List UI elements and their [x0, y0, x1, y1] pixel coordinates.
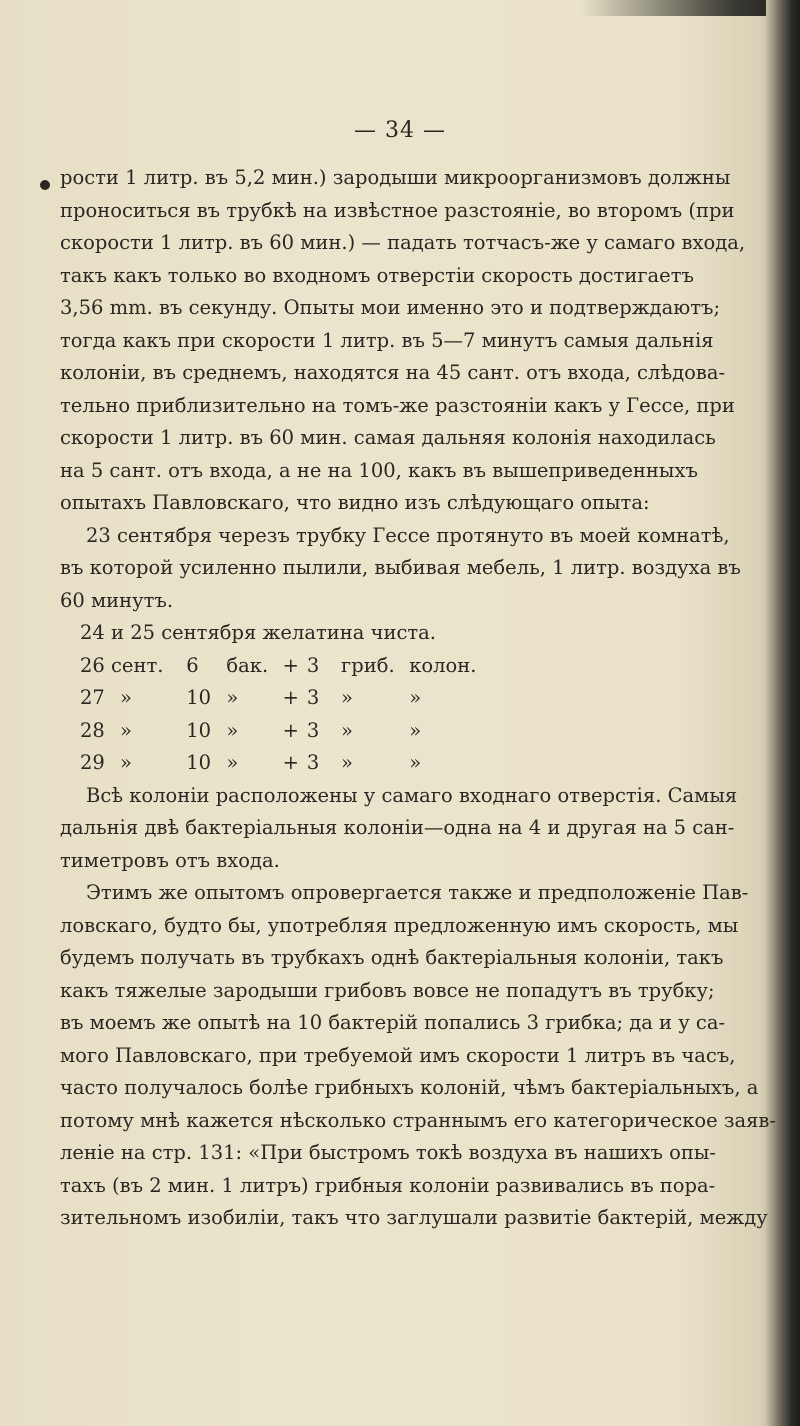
record-row [60, 650, 772, 683]
record-plus: + [282, 718, 299, 742]
record-bac-unit: » [226, 718, 239, 742]
record-day-mark: » [120, 686, 132, 709]
text-line: будемъ получать въ трубкахъ однѣ бактеріальныя колоніи, такъ [60, 946, 724, 969]
record-fungi-unit: » [341, 751, 353, 774]
record-fungi-unit: гриб. [341, 653, 395, 677]
text-line: ловскаго, будто бы, употребляя предложенную имъ скорость, мы [60, 913, 739, 937]
text-line: скорости 1 литр. въ 60 мин. самая дальняя колонія находилась [60, 426, 716, 449]
record-day: 26 сент. [80, 653, 164, 677]
record-fungi-count: 3 [306, 718, 320, 742]
text-line: колоніи, въ среднемъ, находятся на 45 сант. отъ входа, слѣдова- [60, 361, 726, 384]
record-fungi-unit: » [341, 686, 353, 709]
text-line: мого Павловскаго, при требуемой имъ скорости 1 литръ въ часъ, [60, 1043, 736, 1067]
text-line: проноситься въ трубкѣ на извѣстное разстояніе, во второмъ (при [60, 198, 735, 222]
text-line: въ моемъ же опытѣ на 10 бактерій попались 3 грибка; да и у са- [60, 1011, 726, 1034]
record-day-mark: » [120, 751, 132, 774]
record-colonies: » [409, 718, 422, 742]
record-bac-count: 10 [186, 686, 212, 709]
record-colonies: » [409, 686, 422, 709]
text-line: леніе на стр. 131: «При быстромъ токѣ воздуха въ нашихъ опы- [60, 1141, 716, 1164]
record-plus: + [282, 751, 299, 774]
record-plus: + [282, 653, 299, 677]
record-colonies: » [409, 751, 422, 774]
text-line: рости 1 литр. въ 5,2 мин.) зародыши микроорганизмовъ должны [60, 166, 731, 189]
text-line: тиметровъ отъ входа. [60, 848, 280, 872]
record-line: 24 и 25 сентября желатина чиста. [80, 621, 437, 644]
record-day-mark: » [120, 718, 132, 742]
record-day: 28 [80, 718, 105, 742]
text-line: какъ тяжелые зародыши грибовъ вовсе не попадутъ въ трубку; [60, 978, 715, 1002]
record-fungi-count: 3 [306, 653, 320, 677]
text-line: зительномъ изобиліи, такъ что заглушали развитіе бактерій, между [60, 1206, 768, 1229]
record-fungi-unit: » [341, 718, 353, 742]
text-line: опытахъ Павловскаго, что видно изъ слѣдующаго опыта: [60, 491, 650, 514]
text-line: Всѣ колоніи расположены у самаго входнаго отверстія. Самыя [86, 783, 738, 807]
body-text [60, 162, 776, 1235]
text-line: тогда какъ при скорости 1 литр. въ 5—7 минутъ самыя дальнія [60, 328, 714, 352]
text-line: 60 минутъ. [60, 588, 174, 612]
record-bac-count: 10 [186, 718, 212, 742]
record-plus: + [282, 686, 299, 709]
text-line: часто получалось болѣе грибныхъ колоній, чѣмъ бактеріальныхъ, а [60, 1076, 759, 1099]
text-line: тахъ (въ 2 мин. 1 литръ) грибныя колоніи развивались въ пора- [60, 1173, 716, 1197]
record-fungi-count: 3 [306, 686, 320, 709]
record-bac-count: 10 [186, 751, 212, 774]
record-bac-unit: » [226, 751, 239, 774]
page-number: — 34 — [354, 118, 446, 143]
text-line: 23 сентября черезъ трубку Гессе протянуто въ моей комнатѣ, [86, 523, 730, 547]
margin-dot [40, 180, 50, 190]
text-line: потому мнѣ кажется нѣсколько страннымъ его категорическое заяв- [60, 1108, 776, 1132]
record-bac-unit: » [226, 686, 239, 709]
text-line: на 5 сант. отъ входа, а не на 100, какъ въ вышеприведенныхъ [60, 458, 698, 482]
text-line: 3,56 mm. въ секунду. Опыты мои именно это и подтверждаютъ; [60, 296, 721, 319]
record-bac-unit: бак. [226, 653, 269, 677]
text-line: дальнія двѣ бактеріальныя колоніи—одна на 4 и другая на 5 сан- [60, 816, 735, 839]
text-line: такъ какъ только во входномъ отверстіи скорость достигаетъ [60, 263, 694, 287]
record-day: 27 [80, 686, 105, 709]
record-day: 29 [80, 751, 105, 774]
record-row [60, 747, 772, 780]
text-line: тельно приблизительно на томъ-же разстояніи какъ у Гессе, при [60, 393, 735, 417]
text-line: въ которой усиленно пылили, выбивая мебель, 1 литр. воздуха въ [60, 556, 741, 579]
record-fungi-count: 3 [306, 751, 320, 774]
record-row [60, 715, 772, 748]
record-bac-count: 6 [186, 653, 199, 677]
text-line: скорости 1 литр. въ 60 мин.) — падать тотчасъ-же у самаго входа, [60, 231, 746, 254]
record-row [60, 682, 772, 715]
record-colonies: колон. [409, 653, 477, 677]
text-line: Этимъ же опытомъ опровергается также и предположеніе Пав- [86, 881, 749, 904]
